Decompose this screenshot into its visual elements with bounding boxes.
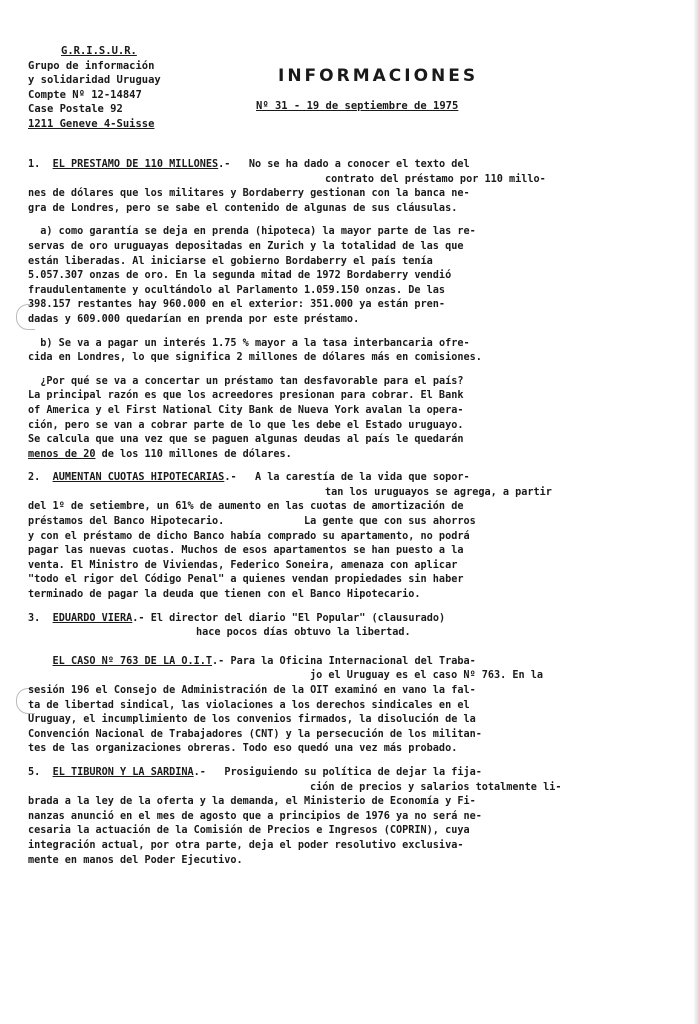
paragraph-text: dadas y 609.000 quedarían en prenda por este préstamo. — [28, 313, 360, 325]
paragraph-text: sesión 196 el Consejo de Administración de la OIT examinó en vano la fal- — [28, 685, 476, 696]
paragraph-text: hace pocos días obtuvo la libertad. — [196, 627, 411, 639]
paragraph-text: fraudulentamente y ocultándolo al Parlamento 1.059.150 onzas. De las — [28, 284, 446, 296]
paragraph-text: ción, pero se van a cobrar parte de lo que les debe el Estado uruguayo. — [28, 419, 464, 431]
paragraph-text: Se calcula que una vez que se paguen algunas deudas al país le quedarán — [28, 434, 464, 446]
section-number: 1. — [28, 159, 41, 170]
section-heading: AUMENTAN CUOTAS HIPOTECARIAS — [52, 472, 225, 484]
sender-address-block — [28, 44, 161, 131]
paragraph-text: mente en manos del Poder Ejecutivo. — [28, 854, 243, 866]
paragraph-text: A la carestía de la vida que sopor- — [255, 472, 470, 484]
paragraph-text: El director del diario "El Popular" (clausurado) — [150, 612, 446, 624]
section-1-clause-a — [28, 225, 654, 327]
section-1 — [28, 158, 654, 216]
paragraph-text: Convención Nacional de Trabajadores (CNT) y la persecución de los militan- — [28, 728, 482, 740]
paragraph-text: gra de Londres, pero se sabe el contenido de algunas de sus cláusulas. — [28, 202, 458, 214]
section-1-clause-b — [28, 337, 654, 366]
section-heading: EL PRESTAMO DE 110 MILLONES — [52, 159, 219, 170]
issue-number-date: Nº 31 - 19 de septiembre de 1975 — [256, 100, 459, 112]
paragraph-text: La gente que con sus ahorros — [304, 516, 476, 528]
heading-dash: .- — [132, 612, 145, 624]
bulletin-title: INFORMACIONES — [278, 66, 479, 86]
paragraph-text: pagar las nuevas cuotas. Muchos de esos apartamentos se han puesto a la — [28, 545, 464, 557]
sender-city: 1211 Geneve 4-Suisse — [28, 117, 155, 130]
underlined-phrase: menos de 20 — [28, 448, 96, 460]
sender-line: Case Postale 92 — [28, 103, 123, 115]
paragraph-text: brada a la ley de la oferta y la demanda, el Ministerio de Economía y Fi- — [28, 796, 476, 808]
section-4 — [28, 655, 654, 757]
section-heading: EDUARDO VIERA — [52, 612, 133, 624]
sender-line: y solidaridad Uruguay — [28, 74, 161, 86]
paragraph-text: tes de las organizaciones obreras. Todo eso quedó una vez más probado. — [28, 743, 458, 755]
heading-dash: .- — [218, 159, 231, 170]
page-edge-shadow — [693, 0, 699, 1024]
heading-dash: .- — [224, 472, 237, 484]
section-3 — [28, 612, 654, 641]
paragraph-text: ta de libertad sindical, las violaciones a los derechos sindicales en el — [28, 699, 470, 711]
heading-dash: .- — [212, 655, 225, 667]
paragraph-text: La principal razón es que los acreedores presionan para cobrar. El Bank — [28, 390, 464, 402]
paragraph-text: préstamos del Banco Hipotecario. — [28, 516, 225, 528]
paragraph-text: a) como garantía se deja en prenda (hipoteca) la mayor parte de las re- — [40, 226, 476, 238]
paragraph-text: of America y el First National City Bank de Nueva York avalan la opera- — [28, 404, 464, 416]
paragraph-text: 5.057.307 onzas de oro. En la segunda mitad de 1972 Bordaberry vendió — [28, 270, 452, 282]
section-number: 5. — [28, 766, 41, 778]
sender-line: Grupo de información — [28, 59, 155, 72]
section-2 — [28, 471, 654, 602]
paragraph-text: ¿Por qué se va a concertar un préstamo tan desfavorable para el país? — [40, 375, 464, 387]
paragraph-text: de los 110 millones de dólares. — [95, 448, 292, 460]
paragraph-text: b) Se va a pagar un interés 1.75 % mayor a la tasa interbancaria ofre- — [40, 337, 470, 349]
paragraph-text: venta. El Ministro de Viviendas, Federico Soneira, amenaza con aplicar — [28, 559, 458, 571]
section-heading: EL TIBURON Y LA SARDINA — [52, 766, 194, 778]
paragraph-text: No se ha dado a conocer el texto del — [248, 159, 470, 170]
paragraph-text: cesaria la actuación de la Comisión de Precios e Ingresos (COPRIN), cuya — [28, 825, 470, 837]
paragraph-text: nes de dólares que los militares y Bordaberry gestionan con la banca ne- — [28, 188, 470, 200]
paragraph-text: nanzas anunció en el mes de agosto que a principios de 1976 ya no será ne- — [28, 810, 482, 822]
heading-dash: .- — [193, 766, 206, 778]
org-code: G.R.I.S.U.R. — [61, 45, 137, 57]
paragraph-text: del 1º de setiembre, un 61% de aumento en las cuotas de amortización de — [28, 501, 464, 513]
section-number: 2. — [28, 472, 41, 484]
paragraph-text: servas de oro uruguayas depositadas en Zurich y la totalidad de las que — [28, 240, 464, 252]
paragraph-text: y con el préstamo de dicho Banco había comprado su apartamento, no podrá — [28, 530, 470, 542]
section-number: 3. — [28, 612, 41, 624]
paragraph-text: terminado de pagar la deuda que tienen con el Banco Hipotecario. — [28, 589, 421, 601]
bulletin-body — [28, 158, 654, 877]
paragraph-text: Uruguay, el incumplimiento de los convenios firmados, la disolución de la — [28, 714, 476, 726]
paragraph-text: integración actual, por otra parte, deja el poder resolutivo exclusiva- — [28, 839, 464, 851]
paragraph-text: "todo el rigor del Código Penal" a quienes vendan propiedades sin haber — [28, 574, 464, 586]
sender-line: Compte Nº 12-14847 — [28, 88, 142, 101]
paragraph-text: Prosiguiendo su política de dejar la fija- — [224, 766, 482, 778]
paragraph-text: contrato del préstamo por 110 millo- — [325, 173, 546, 185]
paragraph-text: 398.157 restantes hay 960.000 en el exterior: 351.000 ya están pren- — [28, 299, 446, 311]
paragraph-text: tan los uruguayos se agrega, a partir — [325, 486, 552, 498]
paragraph-text: están liberadas. Al iniciarse el gobierno Bordaberry el país tenía — [28, 255, 433, 267]
paragraph-text: cida en Londres, lo que significa 2 millones de dólares más en comisiones. — [28, 352, 482, 364]
section-5 — [28, 766, 654, 868]
paragraph-text: ción de precios y salarios totalmente li- — [310, 781, 562, 793]
paragraph-text: Para la Oficina Internacional del Traba- — [230, 655, 476, 667]
paragraph-text: jo el Uruguay es el caso Nº 763. En la — [310, 670, 544, 682]
section-1-commentary — [28, 375, 654, 463]
section-heading: EL CASO Nº 763 DE LA O.I.T — [52, 655, 213, 667]
